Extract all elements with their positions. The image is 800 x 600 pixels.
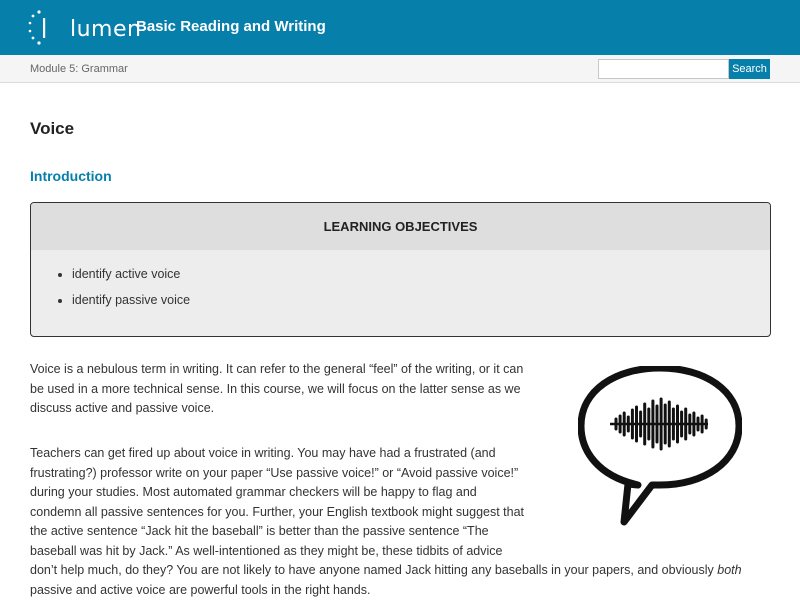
learning-objectives-title: LEARNING OBJECTIVES: [31, 203, 770, 250]
search-button[interactable]: Search: [729, 59, 770, 79]
lumen-logo-icon: [28, 8, 50, 48]
search-input[interactable]: [598, 59, 729, 79]
body-paragraph: Voice is a nebulous term in writing. It can refer to the general “feel” of the writing, or it can be used in a more technical sense. In this course, we will focus on the latter sense as we discuss active and passive voice.: [30, 362, 524, 415]
lumen-logo[interactable]: [28, 8, 142, 48]
emphasis-text: both: [717, 563, 742, 577]
body-paragraph: Teachers can get fired up about voice in writing. You may have had a frustrated (and frustrating?) professor write on your paper “Use passive voice!” or “Avoid passive voice!” during your studies. Most automated grammar checkers will be happy to flag and condemn all passive sentences for you. Further, your English textbook might suggest that the active sentence “Jack hit the baseball” is better than the passive sentence “The baseball was hit by Jack.” As well-intentioned as they might be, these tidbits of advice: [30, 446, 525, 558]
paragraph-text: don’t help much, do they? You are not likely to have anyone named Jack hitting any baseballs in your papers, and obviously: [30, 563, 718, 577]
module-breadcrumb[interactable]: Module 5: Grammar: [30, 63, 128, 75]
learning-objectives-list: [31, 250, 770, 307]
section-heading: Introduction: [30, 168, 112, 184]
list-item: • identify passive voice: [72, 293, 770, 307]
speech-bubble-soundwave-icon: [578, 366, 742, 526]
list-item: • identify active voice: [72, 267, 770, 281]
learning-objectives-box: [30, 202, 771, 337]
paragraph-text: passive and active voice are powerful tools in the right hands.: [30, 582, 371, 597]
course-title[interactable]: Basic Reading and Writing: [136, 18, 326, 35]
logo-text: lumen: [70, 17, 142, 42]
body-paragraph-continued: [30, 561, 770, 600]
top-header-bar: [0, 0, 800, 55]
page-title: Voice: [30, 119, 75, 138]
